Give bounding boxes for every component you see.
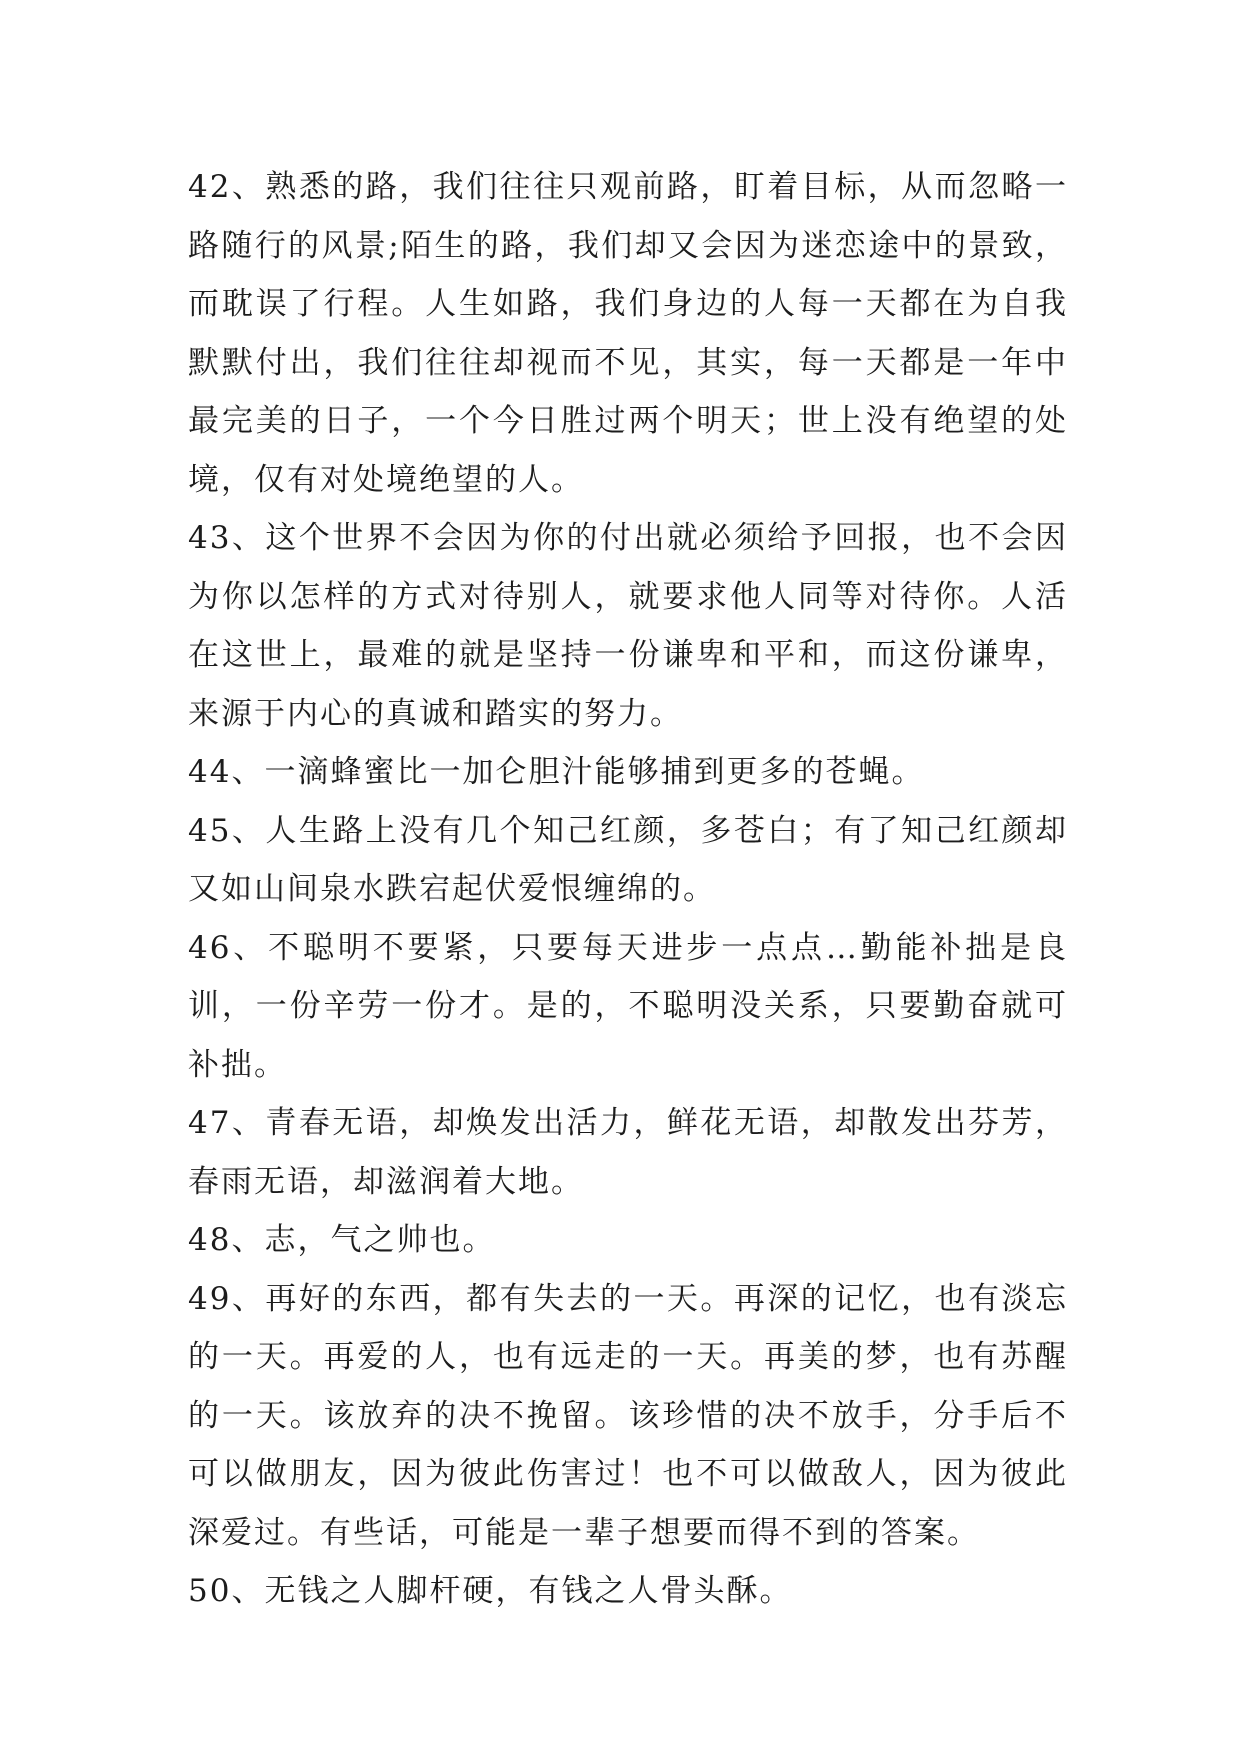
quote-42: 42、熟悉的路，我们往往只观前路，盯着目标，从而忽略一路随行的风景;陌生的路，我们却又会因为迷恋途中的景致，而耽误了行程。人生如路，我们身边的人每一天都在为自我默默付出，我们往往却视而不见，其实，每一天都是一年中最完美的日子，一个今日胜过两个明天；世上没有绝望的处境，仅有对处境绝望的人。 [188, 169, 1068, 498]
document-body [188, 158, 1068, 1621]
quote-50: 50、无钱之人脚杆硬，有钱之人骨头酥。 [188, 1573, 793, 1609]
quote-44: 44、一滴蜂蜜比一加仑胆汁能够捕到更多的苍蝇。 [188, 754, 925, 790]
quote-43: 43、这个世界不会因为你的付出就必须给予回报，也不会因为你以怎样的方式对待别人，就要求他人同等对待你。人活在这世上，最难的就是坚持一份谦卑和平和，而这份谦卑，来源于内心的真诚和踏实的努力。 [188, 520, 1068, 732]
quote-46: 46、不聪明不要紧，只要每天进步一点点…勤能补拙是良训，一份辛劳一份才。是的，不聪明没关系，只要勤奋就可补拙。 [188, 929, 1068, 1083]
quote-47: 47、青春无语，却焕发出活力，鲜花无语，却散发出芬芳，春雨无语，却滋润着大地。 [188, 1105, 1068, 1200]
quote-48: 48、志，气之帅也。 [188, 1222, 496, 1258]
quote-49: 49、再好的东西，都有失去的一天。再深的记忆，也有淡忘的一天。再爱的人，也有远走的一天。再美的梦，也有苏醒的一天。该放弃的决不挽留。该珍惜的决不放手，分手后不可以做朋友，因为彼此伤害过！也不可以做敌人，因为彼此深爱过。有些话，可能是一辈子想要而得不到的答案。 [188, 1280, 1068, 1551]
quote-45: 45、人生路上没有几个知己红颜，多苍白；有了知己红颜却又如山间泉水跌宕起伏爱恨缠绵的。 [188, 812, 1068, 907]
